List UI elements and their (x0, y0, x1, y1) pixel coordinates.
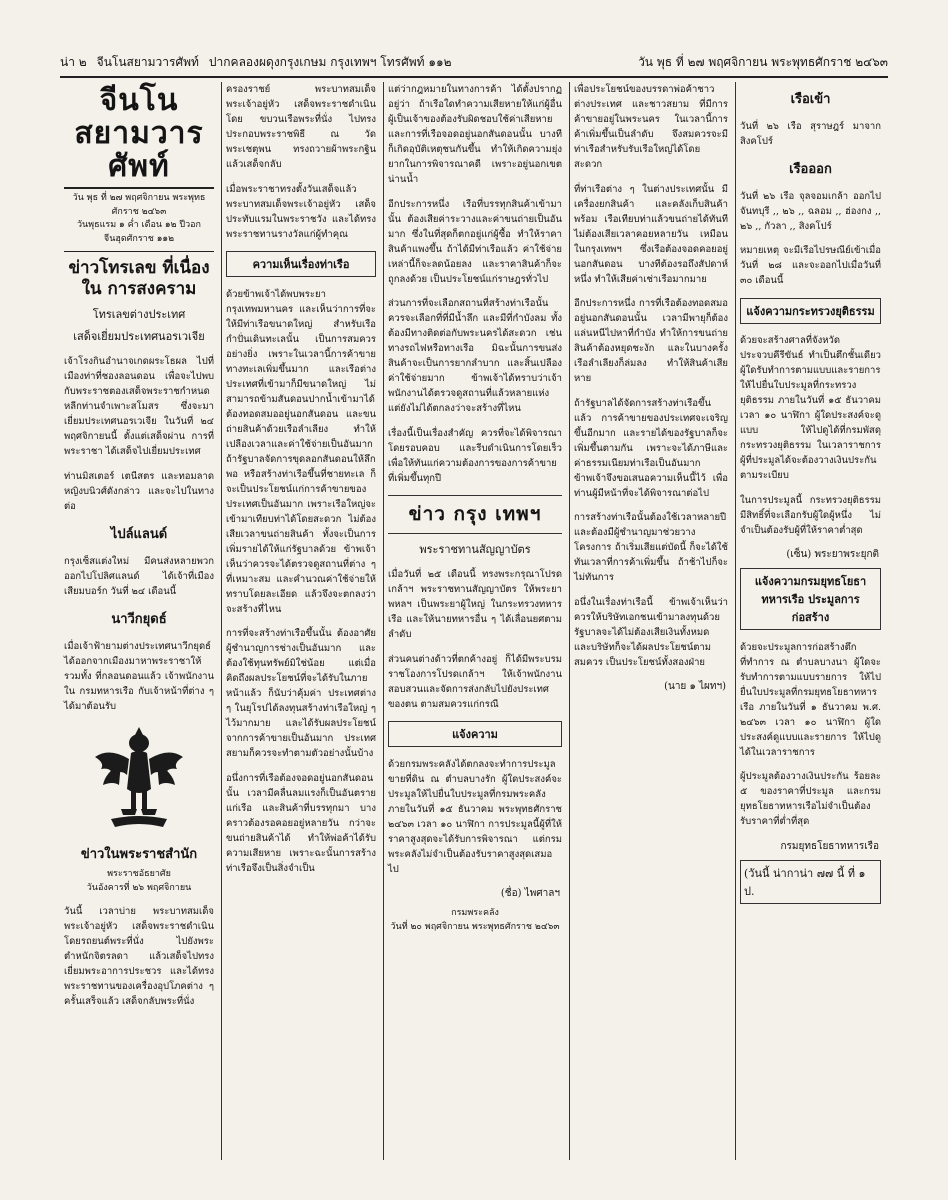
article-paragraph: เรื่องนี้เป็นเรื่องสำคัญ ควรที่จะได้พิจารณาโดยรอบคอบ และรีบดำเนินการโดยเร็ว เพื่อให้ทันแก่ความต้องการของการค้าขายที่เพิ่มขึ้นทุกปี (388, 427, 562, 484)
header-date: วัน พุธ ที่ ๒๗ พฤศจิกายน พระพุทธศักราช ๒๔๖๓ (638, 54, 888, 69)
court-news-heading: ข่าวในพระราชสำนัก (80, 847, 198, 862)
article-paragraph: กรุงเซ็สแต่งใหม่ มีคนส่งหลายพวกออกไปโปลิศแลนด์ ได้เจ้าที่เมือง เสียมบอร์ก วันที่ ๒๔ เดือนนี้ (64, 555, 214, 597)
page-number: น่า ๒ (60, 54, 87, 69)
notice-reference: กรมพระคลัง (451, 908, 499, 919)
notice-paragraph: ด้วยกรมพระคลังได้ตกลงจะทำการประมูลขายที่ดิน ณ ตำบลบางรัก ผู้ใดประสงค์จะประมูลให้ไปยื่นใบประมูลที่กรมพระคลัง ภายในวันที่ ๑๕ ธันวาคม พระพุทธศักราช ๒๔๖๓ เวลา ๑๐ นาฬิกา การประมูลนี้ผู้ที่ให้ราคาสูงสุดจะได้รับการพิจารณา แต่กรมพระคลังไม่จำเป็นต้องรับราคาสูงสุดเสมอไป (388, 758, 562, 875)
ship-arrivals-list: วันที่ ๒๖ เรือ สุราษฎร์ มาจาก สิงคโปร์ (740, 120, 881, 147)
article-subtitle: เสด็จเยี่ยมประเทศนอรเวเจีย (73, 329, 205, 343)
ship-departures-list: วันที่ ๒๖ เรือ จุลจอมเกล้า ออกไป จันทบุรี ,, ๒๖ ,, ฉลอม ,, ฮ่องกง ,, ๒๖ ,, กัวลา ,, สิงคโปร์ (740, 190, 881, 232)
article-paragraph: อนึ่งในเรื่องท่าเรือนี้ ข้าพเจ้าเห็นว่าควรให้บริษัทเอกชนเข้ามาลงทุนด้วย รัฐบาลจะได้ไม่ต้องเสียเงินทั้งหมด และบริษัทก็จะได้ผลประโยชน์ตามสมควร เป็นประโยชน์ทั้งสองฝ่าย (574, 596, 728, 668)
notice-paragraph: ผู้ประมูลต้องวางเงินประกัน ร้อยละ ๕ ของราคาที่ประมูล และกรมยุทธโยธาทหารเรือไม่จำเป็นต้องรับราคาที่ต่ำที่สุด (740, 771, 881, 827)
notice-heading-justice-ministry: แจ้งความกระทรวงยุติธรรม (740, 298, 881, 324)
article-paragraph: อีกประการหนึ่ง เรือที่บรรทุกสินค้าเข้ามานั้น ต้องเสียค่าระวางและค่าขนถ่ายเป็นอันมาก ซึ่งในที่สุดก็ตกอยู่แก่ผู้ซื้อ ทำให้ราคาสินค้าแพงขึ้น ถ้าได้มีท่าเรือแล้ว ค่าใช้จ่ายเหล่านี้ก็จะลดน้อยลง และราคาสินค้าก็จะถูกลงด้วย เป็นประโยชน์แก่ราษฎรทั่วไป (388, 198, 562, 285)
newspaper-page (60, 48, 888, 1160)
article-paragraph: ด้วยข้าพเจ้าได้พบพระยา กรุงเทพมหานคร และเห็นว่าการที่จะให้มีท่าเรือขนาดใหญ่ สำหรับเรือกำปั่นเดินทะเลนั้น เป็นการสมควรอย่างยิ่ง เพราะในเวลานี้การค้าขายทางทะเลเพิ่มขึ้นมาก และเรือต่างประเทศที่เข้ามาก็มีขนาดใหญ่ ไม่สามารถข้ามสันดอนปากน้ำเข้ามาได้ ต้องทอดสมออยู่นอกสันดอน และขนถ่ายสินค้าด้วยเรือลำเลียง ทำให้เปลืองเวลาและค่าใช้จ่ายเป็นอันมาก ถ้ารัฐบาลจัดการขุดลอกสันดอนให้ลึกพอ หรือสร้างท่าเรือขึ้นที่ชายทะเล ก็จะเป็นประโยชน์แก่การค้าขายของประเทศเป็นอันมาก เพราะเรือใหญ่จะเข้ามาเทียบท่าได้โดยสะดวก ไม่ต้องเสียเวลาขนถ่ายสินค้า ทั้งจะเป็นการเพิ่มรายได้ให้แก่รัฐบาลด้วย ข้าพเจ้าเห็นว่าควรจะได้ตรวจดูสถานที่ต่าง ๆ ที่เหมาะสม และคำนวณค่าใช้จ่ายให้ทราบโดยละเอียด แล้วจึงจะตกลงว่าจะสร้างที่ไหน (226, 288, 376, 615)
article-paragraph: เจ้าโรงกินอำนาจเกดผระโธผล ไปที่เมืองท่าที่ชองลอนดอน เพื่อจะไปพบกับพระราชตองเสด็จพระราชกำหนด หลีกท่านจำเพาะสโมสร ซึ่งจะมาเยี่ยมประเทศนอรเวเจีย ในวันที่ ๒๔ พฤศจิกายนนี้ ตั้งแต่เสด็จผ่าน การที่พระราชา ได้เสด็จไปเยี่ยมประเทศ (64, 356, 214, 457)
column-1 (60, 82, 222, 1160)
article-paragraph: ที่ท่าเรือต่าง ๆ ในต่างประเทศนั้น มีเครื่องยกสินค้า และคลังเก็บสินค้าพร้อม เรือเทียบท่าแล้วขนถ่ายได้ทันที ไม่ต้องเสียเวลาคอยหลายวัน เหมือนในกรุงเทพฯ ซึ่งเรือต้องจอดคอยอยู่นอกสันดอน บางทีต้องรอถึงสัปดาห์หนึ่ง ทำให้เสียค่าเช่าเรือมากมาย (574, 183, 728, 285)
article-paragraph: ครองราชย์ พระบาทสมเด็จพระเจ้าอยู่หัว เสด็จพระราชดำเนินโดย ขบวนเรือพระที่นั่ง ไปทรงประกอบพระราชพิธี ณ วัดพระเชตุพน ทรงถวายผ้าพระกฐิน แล้วเสด็จกลับ (226, 84, 376, 170)
section-heading-harbor-opinion: ความเห็นเรื่องท่าเรือ (226, 251, 376, 277)
notice-heading-navy-works: แจ้งความกรมยุทธโยธาทหารเรือ ประมูลการก่อสร้าง (740, 568, 881, 630)
article-paragraph: ส่วนการที่จะเลือกสถานที่สร้างท่าเรือนั้น ควรจะเลือกที่ที่มีน้ำลึก และมีที่กำบังลม ทั้งต้องมีทางติดต่อกับพระนครได้สะดวก เช่นทางรถไฟหรือทางเรือ มิฉะนั้นการขนส่งสินค้าจะเป็นการยากลำบาก และสิ้นเปลืองค่าใช้จ่ายมาก ข้าพเจ้าได้ทราบว่าเจ้าพนักงานได้ตรวจดูสถานที่แล้วหลายแห่ง แต่ยังไม่ได้ตกลงว่าจะสร้างที่ไหน (388, 298, 562, 414)
notice-date: วันที่ ๒๐ พฤศจิกายน พระพุทธศักราช ๒๔๖๓ (390, 922, 560, 933)
signature: (เซ็น) พระยาพระยุกติ (786, 549, 879, 560)
notice-paragraph: ด้วยจะสร้างศาลที่จังหวัดประจวบคีรีขันธ์ ทำเป็นตึกชั้นเดียว ผู้ใดรับทำการตามแบบและรายการ ให้ไปยื่นใบประมูลที่กระทรวงยุติธรรม ภายในวันที่ ๑๕ ธันวาคม เวลา ๑๐ นาฬิกา ผู้ใดประสงค์จะดูแบบ ให้ไปดูได้ที่กรมพัสดุ กระทรวงยุติธรรม ในเวลาราชการ ผู้ที่ประมูลได้จะต้องวางเงินประกันตามระเบียบ (740, 335, 881, 481)
article-paragraph: เมื่อวันที่ ๒๕ เดือนนี้ ทรงพระกรุณาโปรดเกล้าฯ พระราชทานสัญญาบัตร ให้พระยาพหลฯ เป็นพระยาผู้ใหญ่ ในกระทรวงทหารเรือ และให้นายทหารอื่น ๆ ได้เลื่อนยศตามลำดับ (388, 569, 562, 641)
signature: กรมยุทธโยธาทหารเรือ (780, 840, 879, 852)
article-paragraph: ถ้ารัฐบาลได้จัดการสร้างท่าเรือขึ้นแล้ว การค้าขายของประเทศจะเจริญขึ้นอีกมาก และรายได้ของรัฐบาลก็จะเพิ่มขึ้นตามกัน เพราะจะได้ภาษีและค่าธรรมเนียมท่าเรือเป็นอันมาก ข้าพเจ้าจึงขอเสนอความเห็นนี้ไว้ เพื่อท่านผู้มีหน้าที่จะได้พิจารณาต่อไป (574, 397, 728, 499)
article-paragraph: เมื่อพระราชาทรงตั้งวันเสด็จแล้ว พระบาทสมเด็จพระเจ้าอยู่หัว เสด็จประทับแรมในพระราชวัง และได้ทรงพระราชทานรางวัลแก่ผู้ทำคุณ (226, 183, 376, 240)
header-place: ปากคลองผดุงกรุงเกษม กรุงเทพฯ โทรศัพท์ ๑๑๒ (208, 54, 452, 69)
column-2 (222, 82, 384, 1160)
garuda-emblem-icon (64, 723, 214, 835)
article-paragraph: การที่จะสร้างท่าเรือขึ้นนั้น ต้องอาศัยผู้ชำนาญการช่างเป็นอันมาก และต้องใช้ทุนทรัพย์มิใช่น้อย แต่เมื่อคิดถึงผลประโยชน์ที่จะได้รับในภายหน้าแล้ว ก็นับว่าคุ้มค่า ประเทศต่าง ๆ ในยุโรปได้ลงทุนสร้างท่าเรือใหญ่ ๆ ไว้มากมาย และได้รับผลประโยชน์จากการค้าขายเป็นอันมาก ประเทศสยามก็ควรจะทำตามตัวอย่างนั้นบ้าง (226, 628, 376, 759)
article-paragraph: ท่านมิสเตอร์ เตนีสตร และทอมลาดหญิงบนิวศ์ดังกล่าว และจะไปในทางต่อ (64, 470, 214, 512)
section-heading-bangkok-news: ข่าว กรุง เทพฯ (408, 503, 542, 525)
article-paragraph: เพื่อประโยชน์ของบรรดาพ่อค้าชาวต่างประเทศ และชาวสยาม ที่มีการค้าขายอยู่ในพระนคร ในเวลานี้การค้าเพิ่มขึ้นเป็นลำดับ จึงสมควรจะมีท่าเรือสำหรับรับเรือใหญ่ได้โดยสะดวก (574, 84, 728, 170)
section-heading: นาวีกยุดธ์ (111, 612, 167, 627)
notice-paragraph: ในการประมูลนี้ กระทรวงยุติธรรม มีสิทธิ์ที่จะเลือกรับผู้ใดผู้หนึ่ง ไม่จำเป็นต้องรับผู้ที่ให้ราคาต่ำสุด (740, 494, 881, 536)
masthead-date: วัน พุธ ที่ ๒๗ พฤศจิกายน พระพุทธศักราช ๒๔๖๓ (72, 193, 206, 217)
column-3 (384, 82, 570, 1160)
masthead: จีนโนสยามวารศัพท์ (64, 84, 214, 189)
signature: (ชื่อ) ไพศาลฯ (500, 888, 560, 900)
notice-heading: แจ้งความ (388, 721, 562, 747)
masthead-info-1: วันพุธแรม ๑ ค่ำ เดือน ๑๒ ปีวอก (76, 220, 202, 230)
court-news-subheading: พระราชอัธยาศัย (107, 869, 171, 879)
article-paragraph: วันนี้ เวลาบ่าย พระบาทสมเด็จพระเจ้าอยู่หัว เสด็จพระราชดำเนินโดยรถยนต์พระที่นั่ง ไปยังพระตำหนักจิตรลดา แล้วเสด็จไปทรงเยี่ยมพระอาการประชวร และได้ทรงพระราชทานของเครื่องอุปโภคต่าง ๆ ครั้นเสร็จแล้ว เสด็จกลับพระที่นั่ง (64, 905, 214, 1007)
masthead-info-2: จีนฮุดศักราช ๑๑๒ (103, 233, 175, 244)
notice-paragraph: ด้วยจะประมูลการก่อสร้างตึกที่ทำการ ณ ตำบลบางนา ผู้ใดจะรับทำการตามแบบรายการ ให้ไปยื่นใบประมูลที่กรมยุทธโยธาทหารเรือ ภายในวันที่ ๑ ธันวาคม พ.ศ. ๒๔๖๓ เวลา ๑๐ นาฬิกา ผู้ใดประสงค์ดูแบบและรายการ ให้ไปดูได้ในเวลาราชการ (740, 641, 881, 758)
ship-arrivals-heading: เรือเข้า (790, 92, 831, 107)
ship-note: หมายเหตุ จะมีเรือไปรษณีย์เข้าเมื่อวันที่ ๒๘ และจะออกไปเมื่อวันที่ ๓๐ เดือนนี้ (740, 245, 881, 286)
court-news-date: วันอังคารที่ ๒๖ พฤศจิกายน (86, 883, 192, 893)
byline: โทรเลขต่างประเทศ (92, 307, 186, 321)
ship-departures-heading: เรือออก (789, 162, 832, 177)
page-footer-note: (วันนี้ น่ากาน่า ๗๗ นี้ ที่ ๑ ป. (740, 860, 881, 904)
headline-telegraph-news: ข่าวโทรเลข ที่เนื่องใน การสงคราม (68, 258, 210, 300)
article-paragraph: การสร้างท่าเรือนั้นต้องใช้เวลาหลายปี และต้องมีผู้ชำนาญมาช่วยวางโครงการ ถ้าเริ่มเสียแต่บัดนี้ ก็จะได้ใช้ทันเวลาที่การค้าเพิ่มขึ้น ถ้าช้าไปก็จะไม่ทันการ (574, 512, 728, 583)
signature: (นาย ๑ ไผทฯ) (664, 681, 726, 692)
section-heading: ไปล์แลนด์ (110, 527, 168, 542)
article-paragraph: ส่วนคนต่างด้าวที่ตกค้างอยู่ ก็ได้มีพระบรมราชโองการโปรดเกล้าฯ ให้เจ้าพนักงานสอบสวนและจัดการส่งกลับไปยังประเทศของตน ตามสมควรแก่กรณี (388, 653, 562, 710)
divider (388, 495, 562, 496)
article-paragraph: แต่ว่ากฎหมายในทางการค้า ได้ตั้งปรากฏอยู่ว่า ถ้าเรือใดทำความเสียหายให้แก่ผู้อื่น ผู้เป็นเจ้าของต้องรับผิดชอบใช้ค่าเสียหาย และการที่เรือจอดอยู่นอกสันดอนนั้น บางทีก็เกิดอุบัติเหตุชนกันขึ้น ทำให้เกิดความยุ่งยากในการพิจารณาคดี เพราะอยู่นอกเขตน่านน้ำ (388, 84, 562, 185)
article-paragraph: เมื่อเจ้าฟ้ายามต่างประเทศนาวีกยุดธ์ ได้ออกจากเมืองมาหาพระราชาให้ รวมทั้ง ที่กลอนดอนแล้ว เจ้าพนักงานใน กรมทหารเรือ กับเจ้าหน้าที่ต่าง ๆ ได้มาต้อนรับ (64, 640, 214, 712)
column-4 (570, 82, 736, 1160)
column-5 (736, 82, 888, 1160)
article-subtitle: พระราชทานสัญญาบัตร (419, 542, 531, 556)
divider (388, 533, 562, 534)
page-header (60, 48, 888, 78)
header-paper-name: จีนโนสยามวารศัพท์ (96, 54, 199, 69)
article-paragraph: อนึ่งการที่เรือต้องจอดอยู่นอกสันดอนนั้น เวลามีคลื่นลมแรงก็เป็นอันตรายแก่เรือ และสินค้าที่บรรทุกมา บางคราวต้องรอคอยอยู่หลายวัน กว่าจะขนถ่ายสินค้าได้ ทำให้พ่อค้าได้รับความเสียหาย เพราะฉะนั้นการสร้างท่าเรือจึงเป็นสิ่งจำเป็น (226, 772, 376, 874)
article-paragraph: อีกประการหนึ่ง การที่เรือต้องทอดสมออยู่นอกสันดอนนั้น เวลามีพายุก็ต้องแล่นหนีไปหาที่กำบัง ทำให้การขนถ่ายสินค้าต้องหยุดชะงัก และในบางครั้งเรือลำเลียงก็ล่มลง ทำให้สินค้าเสียหาย (574, 298, 728, 384)
